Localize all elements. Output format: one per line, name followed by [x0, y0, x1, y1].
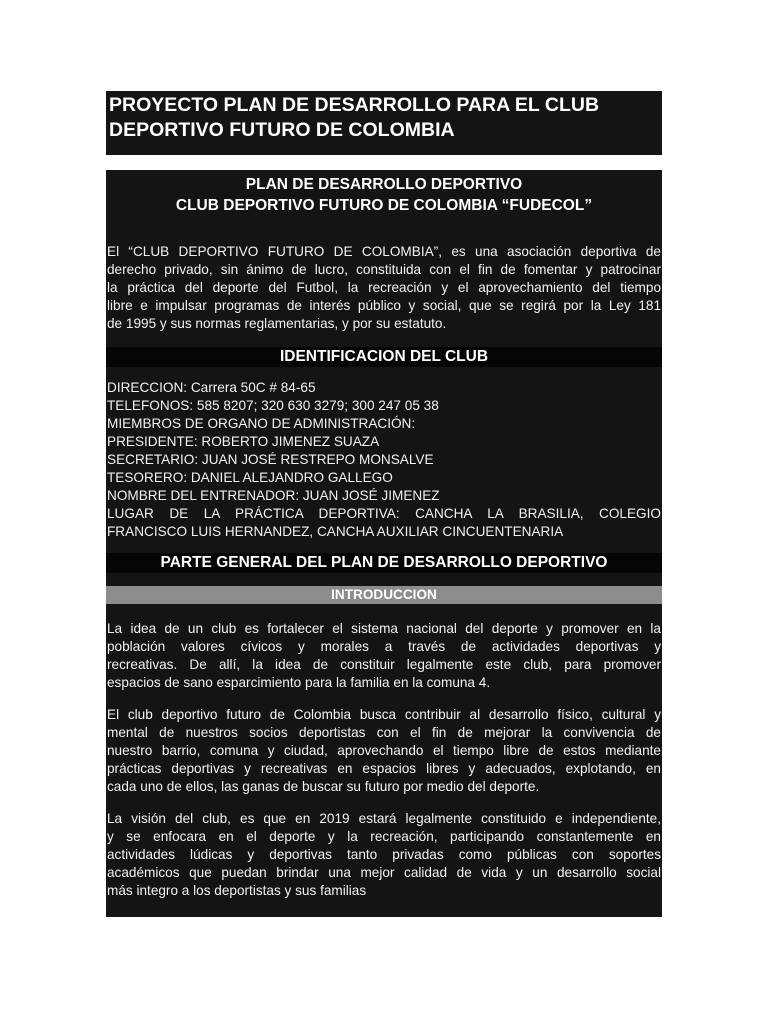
introduccion-heading: INTRODUCCION [106, 586, 662, 604]
intro-paragraph-line: la práctica del deporte del Futbol, la recreación y el aprovechamiento del tiempo [107, 280, 661, 295]
introduccion-p2-line: prácticas deportivas y recreativas en espacios libres y adecuados, explotando, en [107, 761, 661, 776]
identificacion-line: FRANCISCO LUIS HERNANDEZ, CANCHA AUXILIAR CINCUENTENARIA [107, 524, 564, 539]
identificacion-line: SECRETARIO: JUAN JOSÉ RESTREPO MONSALVE [107, 452, 434, 467]
main-content-block [106, 170, 662, 917]
plan-heading [106, 170, 662, 218]
document-title-line-1: PROYECTO PLAN DE DESARROLLO PARA EL CLUB [109, 94, 600, 116]
introduccion-p3-line: más integro a los deportistas y sus familias [107, 883, 367, 898]
identificacion-line: TESORERO: DANIEL ALEJANDRO GALLEGO [107, 470, 393, 485]
introduccion-p2-line: nuestro barrio, comuna y ciudad, aprovechando el tiempo libre de estos mediante [107, 743, 661, 758]
intro-paragraph-line: de 1995 y sus normas reglamentarias, y por su estatuto. [107, 316, 447, 331]
identificacion-line: LUGAR DE LA PRÁCTICA DEPORTIVA: CANCHA LA BRASILIA, COLEGIO [107, 506, 661, 521]
introduccion-p3-line: actividades lúdicas y deportivas tanto privadas como públicas con soportes [107, 847, 661, 862]
introduccion-p2-line: El club deportivo futuro de Colombia busca contribuir al desarrollo físico, cultural y [107, 707, 661, 722]
introduccion-p2-line: mental de nuestros socios deportistas con el fin de mejorar la convivencia de [107, 725, 661, 740]
document-title-line-2: DEPORTIVO FUTURO DE COLOMBIA [109, 119, 455, 141]
intro-paragraph-line: libre e impulsar programas de interés público y social, que se regirá por la Ley 181 [107, 298, 661, 313]
identificacion-line: NOMBRE DEL ENTRENADOR: JUAN JOSÉ JIMENEZ [107, 488, 440, 503]
plan-heading-line-2: CLUB DEPORTIVO FUTURO DE COLOMBIA “FUDECOL” [175, 197, 593, 214]
introduccion-p3-line: La visión del club, es que en 2019 estará legalmente constituido e independiente, [107, 811, 661, 826]
introduccion-p1-line: espacios de sano esparcimiento para la familia en la comuna 4. [107, 675, 491, 690]
introduccion-p1-line: La idea de un club es fortalecer el sistema nacional del deporte y promover en la [107, 621, 661, 636]
title-block [106, 91, 662, 155]
identificacion-heading: IDENTIFICACION DEL CLUB [106, 347, 662, 367]
introduccion-p3-line: académicos que puedan brindar una mejor calidad de vida y un desarrollo social [107, 865, 661, 880]
intro-paragraph-line: El “CLUB DEPORTIVO FUTURO DE COLOMBIA”, es una asociación deportiva de [107, 244, 661, 259]
identificacion-line: PRESIDENTE: ROBERTO JIMENEZ SUAZA [107, 434, 380, 449]
identificacion-line: MIEMBROS DE ORGANO DE ADMINISTRACIÓN: [107, 416, 416, 431]
introduccion-p3-line: y se enfocara en el deporte y la recreación, participando constantemente en [107, 829, 661, 844]
introduccion-p1-line: población valores cívicos y morales a través de actividades deportivas y [107, 639, 661, 654]
introduccion-p1-line: recreativas. De allí, la idea de constituir legalmente este club, para promover [107, 657, 661, 672]
intro-paragraph-line: derecho privado, sin ánimo de lucro, constituida con el fin de fomentar y patrocinar [107, 262, 661, 277]
identificacion-line: TELEFONOS: 585 8207; 320 630 3279; 300 247 05 38 [107, 398, 439, 413]
identificacion-list [106, 379, 662, 541]
introduccion-p2-line: cada uno de ellos, las ganas de buscar su futuro por medio del deporte. [107, 779, 540, 794]
introduccion-paragraph-3 [106, 810, 662, 900]
intro-paragraph [106, 243, 662, 333]
introduccion-paragraph-1 [106, 620, 662, 692]
identificacion-line: DIRECCION: Carrera 50C # 84-65 [107, 380, 316, 395]
parte-general-heading: PARTE GENERAL DEL PLAN DE DESARROLLO DEPORTIVO [106, 553, 662, 573]
introduccion-paragraph-2 [106, 706, 662, 796]
plan-heading-line-1: PLAN DE DESARROLLO DEPORTIVO [245, 176, 523, 193]
